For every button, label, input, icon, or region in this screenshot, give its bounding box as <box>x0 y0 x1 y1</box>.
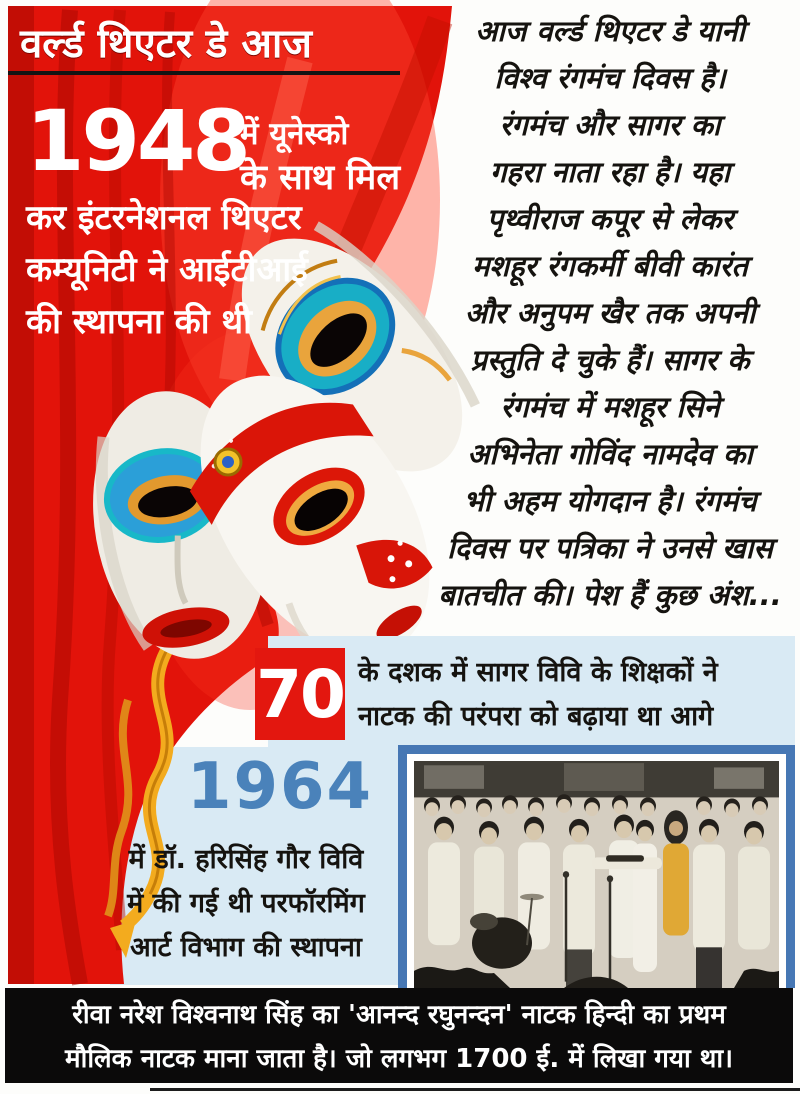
article-line: विश्व रंगमंच दिवस है। <box>494 61 726 95</box>
article-line: और अनुपम खैर तक अपनी <box>464 296 756 330</box>
footer-banner <box>5 988 793 1083</box>
fact-1948-line: कर इंटरनेशनल थिएटर <box>26 198 302 238</box>
masthead-title: वर्ल्ड थिएटर डे आज <box>20 21 312 67</box>
fact-1948-line: कम्यूनिटी ने आईटीआई <box>26 250 308 290</box>
article-line: दिवस पर पत्रिका ने उनसे खास <box>447 531 773 565</box>
fact-70-number: 70 <box>256 655 344 733</box>
footer-banner-line: रीवा नरेश विश्वनाथ सिंह का 'आनन्द रघुनन्दन' नाटक हिन्दी का प्रथम <box>72 1000 726 1030</box>
fact-1948-line: की स्थापना की थी <box>26 302 252 342</box>
article-line: अभिनेता गोविंद नामदेव का <box>467 437 753 471</box>
fact-1948-body-text <box>26 192 308 348</box>
fact-1948-side-line: में यूनेस्को <box>240 116 349 152</box>
article-line: आज वर्ल्ड थिएटर डे यानी <box>475 14 745 48</box>
fact-70-text <box>358 651 718 739</box>
article-line: रंगमंच और सागर का <box>499 108 721 142</box>
year-1948: 1948 <box>26 92 248 190</box>
article-line: बातचीत की। पेश हैं कुछ अंश... <box>438 578 782 612</box>
fact-70-line: के दशक में सागर विवि के शिक्षकों ने <box>358 657 718 688</box>
photo-frame <box>398 745 795 988</box>
fact-70-line: नाटक की परंपरा को बढ़ाया था आगे <box>358 701 714 732</box>
article-line: भी अहम योगदान है। रंगमंच <box>463 484 757 518</box>
article-column <box>424 8 796 619</box>
article-line: रंगमंच में मशहूर सिने <box>500 390 720 424</box>
bottom-rule <box>150 1088 800 1091</box>
article-line: मशहूर रंगकर्मी बीवी कारंत <box>472 249 748 283</box>
fact-1964-line: में की गई थी परफॉरमिंग <box>127 888 365 919</box>
masthead-rule <box>8 71 400 75</box>
article-line: प्रस्तुति दे चुके हैं। सागर के <box>470 343 750 377</box>
article-line: गहरा नाता रहा है। यहा <box>489 155 731 189</box>
fact-1948-side-line: के साथ मिल <box>240 158 401 198</box>
fact-70-number-box <box>255 648 345 740</box>
year-1964: 1964 <box>186 750 374 824</box>
fact-1948-side-text <box>240 112 400 200</box>
vintage-theatre-group-photo <box>414 761 779 988</box>
article-line: पृथ्वीराज कपूर से लेकर <box>486 202 734 236</box>
fact-1964-line: आर्ट विभाग की स्थापना <box>130 932 362 963</box>
fact-1964-line: में डॉ. हरिसिंह गौर विवि <box>128 844 364 875</box>
footer-banner-line: मौलिक नाटक माना जाता है। जो लगभग 1700 ई. में लिखा गया था। <box>65 1044 733 1074</box>
fact-1964-text <box>96 838 396 970</box>
